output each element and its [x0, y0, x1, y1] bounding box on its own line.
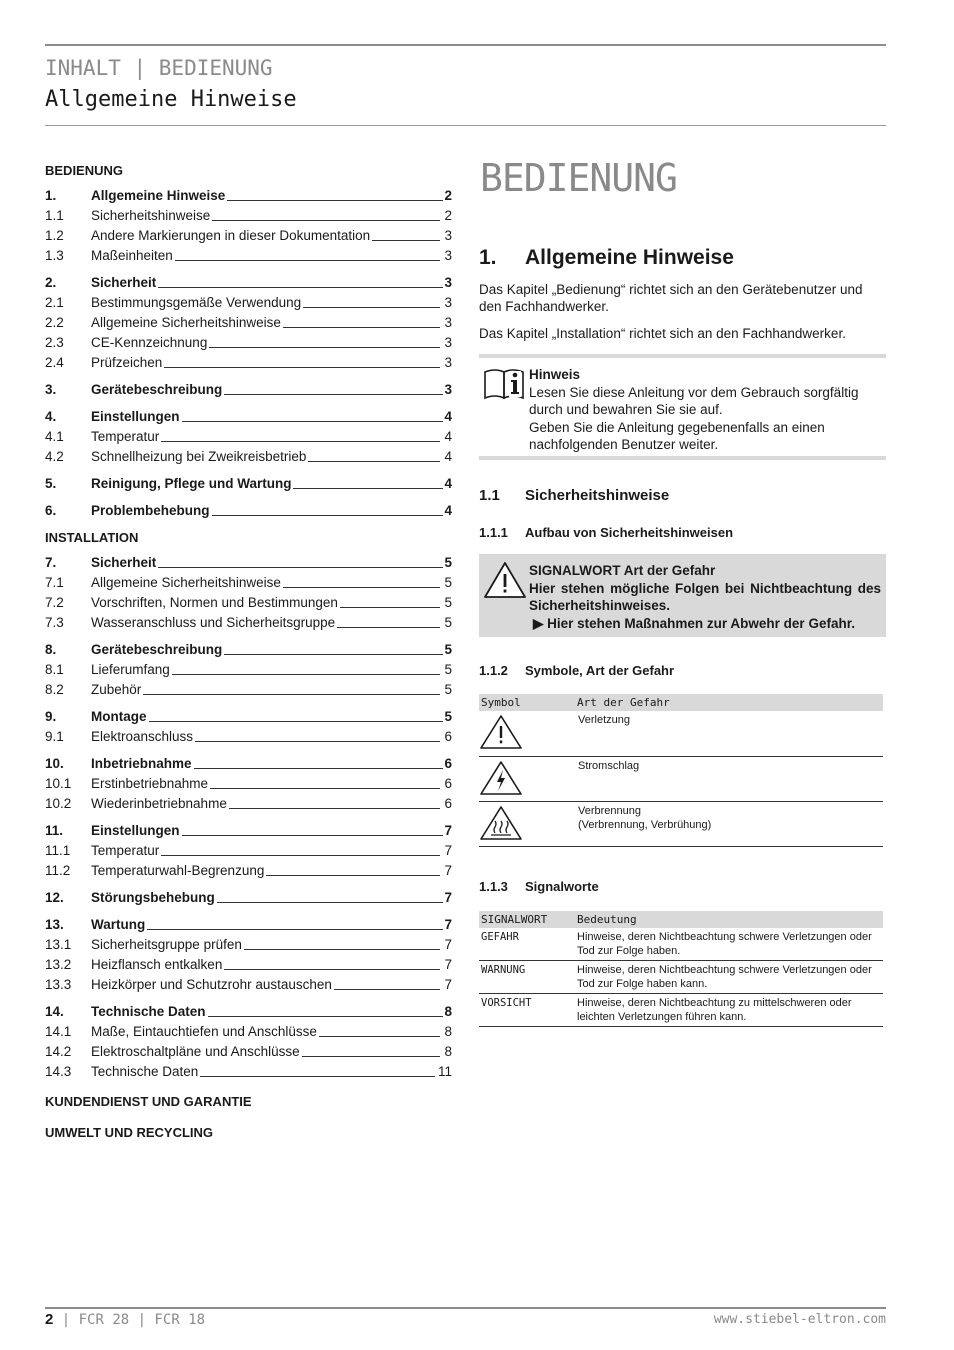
toc-leader-line: [283, 327, 440, 328]
toc-leader-line: [200, 1076, 435, 1077]
toc-leader-line: [147, 929, 443, 930]
toc-entry-page: 5: [444, 575, 452, 590]
toc-leader-line: [224, 654, 443, 655]
toc-entry[interactable]: [45, 311, 452, 331]
toc-leader-line: [182, 835, 443, 836]
toc-leader-line: [212, 515, 443, 516]
toc-entry[interactable]: [45, 705, 452, 725]
toc-entry[interactable]: [45, 678, 452, 698]
toc-entry[interactable]: [45, 331, 452, 351]
toc-entry[interactable]: [45, 499, 452, 519]
toc-leader-line: [161, 855, 440, 856]
toc-entry-title: Störungsbehebung: [91, 890, 215, 905]
toc-entry-number: 10.2: [45, 796, 72, 811]
heading-signalworte: 1.1.3 Signalworte: [479, 879, 599, 894]
toc-list-bedienung: [45, 184, 452, 519]
page-number: 2: [45, 1311, 54, 1328]
toc-list-installation: [45, 551, 452, 1080]
symbol-table-head-danger: Art der Gefahr: [575, 694, 883, 711]
header-bottom-rule: [45, 125, 886, 126]
toc-entry-page: 7: [444, 977, 452, 992]
toc-entry[interactable]: [45, 378, 452, 398]
toc-entry-page: 6: [444, 796, 452, 811]
toc-entry-number: 2.2: [45, 315, 64, 330]
toc-entry[interactable]: [45, 445, 452, 465]
toc-entry-title: Gerätebeschreibung: [91, 642, 223, 657]
toc-entry-number: 1.: [45, 188, 57, 203]
heading-sicherheitshinweise: 1.1 Sicherheitshinweise: [479, 487, 670, 504]
footer-models: | FCR 28 | FCR 18: [53, 1312, 206, 1328]
toc-entry-page: 8: [444, 1044, 452, 1059]
toc-entry-number: 14.: [45, 1004, 64, 1019]
hint-box: [479, 354, 886, 460]
toc-entry-page: 5: [444, 642, 452, 657]
electric-shock-icon: [479, 759, 523, 797]
toc-entry-title: Heizkörper und Schutzrohr austauschen: [91, 977, 332, 992]
toc-entry-number: 9.1: [45, 729, 64, 744]
toc-entry[interactable]: [45, 611, 452, 631]
toc-entry[interactable]: [45, 933, 452, 953]
safety-notice-action: ▶ Hier stehen Maßnahmen zur Abwehr der Gefahr.: [533, 615, 855, 631]
toc-section-bedienung: BEDIENUNG: [45, 163, 124, 178]
toc-entry[interactable]: [45, 772, 452, 792]
toc-entry-title: Wiederinbetriebnahme: [91, 796, 227, 811]
toc-entry-number: 14.3: [45, 1064, 72, 1079]
toc-leader-line: [334, 989, 440, 990]
toc-entry-title: Wasseranschluss und Sicherheitsgruppe: [91, 615, 336, 630]
toc-leader-line: [244, 949, 440, 950]
toc-entry-title: Maße, Eintauchtiefen und Anschlüsse: [91, 1024, 317, 1039]
toc-entry-title: Vorschriften, Normen und Bestimmungen: [91, 595, 338, 610]
signalword-table-head-meaning: Bedeutung: [575, 911, 883, 928]
toc-entry-page: 4: [444, 503, 452, 518]
toc-entry-page: 5: [444, 682, 452, 697]
toc-entry[interactable]: [45, 725, 452, 745]
toc-entry-title: Wartung: [91, 917, 146, 932]
toc-entry-title: Sicherheitshinweise: [91, 208, 211, 223]
toc-entry-number: 13.3: [45, 977, 72, 992]
warning-triangle-icon: [483, 560, 527, 600]
toc-entry-number: 2.3: [45, 335, 64, 350]
toc-entry-page: 7: [444, 890, 452, 905]
toc-entry-title: Sicherheit: [91, 555, 157, 570]
toc-entry[interactable]: [45, 752, 452, 772]
toc-entry[interactable]: [45, 953, 452, 973]
toc-entry-number: 11.2: [45, 863, 71, 878]
toc-entry-number: 2.1: [45, 295, 64, 310]
hint-text-1: Lesen Sie diese Anleitung vor dem Gebrauch sorgfältig durch und bewahren Sie sie auf.: [529, 384, 859, 417]
toc-entry[interactable]: [45, 591, 452, 611]
toc-section-kundendienst[interactable]: KUNDENDIENST UND GARANTIE: [45, 1094, 252, 1109]
toc-entry-number: 12.: [45, 890, 64, 905]
signalword-meaning: Hinweise, deren Nichtbeachtung schwere Verletzungen oder Tod zur Folge haben.: [575, 928, 883, 961]
toc-entry[interactable]: [45, 291, 452, 311]
toc-entry[interactable]: [45, 184, 452, 204]
footer-rule: [45, 1307, 886, 1309]
toc-entry-page: 4: [444, 476, 452, 491]
toc-entry[interactable]: [45, 224, 452, 244]
toc-entry-title: Sicherheitsgruppe prüfen: [91, 937, 242, 952]
toc-leader-line: [227, 200, 443, 201]
toc-leader-line: [224, 394, 443, 395]
toc-entry[interactable]: [45, 472, 452, 492]
symbol-meaning: Verbrennung (Verbrennung, Verbrühung): [575, 801, 883, 846]
toc-leader-line: [158, 287, 443, 288]
table-row: [479, 801, 883, 846]
toc-entry[interactable]: [45, 551, 452, 571]
toc-section-installation: INSTALLATION: [45, 530, 139, 545]
toc-leader-line: [182, 421, 443, 422]
signalword-meaning: Hinweise, deren Nichtbeachtung schwere Verletzungen oder Tod zur Folge haben kann.: [575, 961, 883, 994]
toc-entry[interactable]: [45, 571, 452, 591]
toc-entry-title: Sicherheit: [91, 275, 157, 290]
toc-entry-page: 5: [444, 709, 452, 724]
toc-leader-line: [308, 461, 440, 462]
toc-entry-title: Heizflansch entkalken: [91, 957, 223, 972]
toc-leader-line: [217, 902, 443, 903]
toc-entry-title: Inbetriebnahme: [91, 756, 192, 771]
toc-entry-page: 7: [444, 863, 452, 878]
toc-entry-number: 2.: [45, 275, 57, 290]
toc-entry-number: 11.1: [45, 843, 71, 858]
toc-entry[interactable]: [45, 913, 452, 933]
toc-entry-title: Montage: [91, 709, 147, 724]
table-row: [479, 961, 883, 994]
symbol-meaning: Stromschlag: [575, 756, 883, 801]
toc-entry-title: Allgemeine Sicherheitshinweise: [91, 315, 281, 330]
toc-entry-page: 3: [444, 228, 452, 243]
toc-leader-line: [283, 587, 440, 588]
toc-entry-page: 7: [444, 957, 452, 972]
toc-entry-page: 5: [444, 615, 452, 630]
symbol-meaning: Verletzung: [575, 711, 883, 756]
toc-entry-number: 6.: [45, 503, 57, 518]
toc-entry[interactable]: [45, 819, 452, 839]
triangle-right-icon: ▶: [533, 615, 548, 631]
toc-entry[interactable]: [45, 1060, 452, 1080]
signalword: VORSICHT: [479, 994, 575, 1027]
toc-leader-line: [149, 721, 444, 722]
toc-entry-number: 13.: [45, 917, 64, 932]
toc-entry[interactable]: [45, 271, 452, 291]
toc-entry-title: CE-Kennzeichnung: [91, 335, 208, 350]
toc-entry-title: Reinigung, Pflege und Wartung: [91, 476, 292, 491]
toc-entry-title: Temperatur: [91, 843, 160, 858]
toc-entry[interactable]: [45, 638, 452, 658]
toc-entry[interactable]: [45, 859, 452, 879]
toc-entry[interactable]: [45, 351, 452, 371]
toc-entry[interactable]: [45, 658, 452, 678]
signalword-table-head-word: SIGNALWORT: [479, 911, 575, 928]
toc-entry-number: 14.2: [45, 1044, 72, 1059]
signalword-meaning: Hinweise, deren Nichtbeachtung zu mittelschweren oder leichten Verletzungen führen kann.: [575, 994, 883, 1027]
intro-paragraph-1: Das Kapitel „Bedienung“ richtet sich an den Gerätebenutzer und den Fachhandwerker.: [479, 282, 863, 314]
toc-section-umwelt[interactable]: UMWELT UND RECYCLING: [45, 1125, 214, 1140]
toc-leader-line: [158, 567, 443, 568]
header-top-rule: [45, 44, 886, 46]
toc-leader-line: [293, 488, 443, 489]
safety-notice-text: Hier stehen mögliche Folgen bei Nichtbeachtung des Sicherheitshinweises.: [529, 580, 881, 613]
toc-entry-page: 5: [444, 595, 452, 610]
toc-entry-page: 6: [444, 729, 452, 744]
toc-entry-number: 1.3: [45, 248, 64, 263]
heading-symbole: 1.1.2 Symbole, Art der Gefahr: [479, 663, 675, 678]
hint-text-2: Geben Sie die Anleitung gegebenenfalls an einen nachfolgenden Benutzer weiter.: [529, 419, 825, 452]
toc-entry-number: 10.: [45, 756, 64, 771]
toc-leader-line: [195, 741, 440, 742]
toc-entry-title: Temperatur: [91, 429, 160, 444]
footer-page-info: [45, 1311, 205, 1328]
toc-entry-page: 7: [444, 917, 452, 932]
toc-leader-line: [372, 240, 440, 241]
table-row: [479, 711, 883, 756]
toc-leader-line: [208, 1016, 443, 1017]
toc-entry-title: Schnellheizung bei Zweikreisbetrieb: [91, 449, 307, 464]
toc-entry-title: Erstinbetriebnahme: [91, 776, 209, 791]
toc-entry-title: Bestimmungsgemäße Verwendung: [91, 295, 302, 310]
toc-entry-page: 8: [444, 1024, 452, 1039]
toc-entry-number: 11.: [45, 823, 64, 838]
toc-entry-title: Elektroanschluss: [91, 729, 194, 744]
signalword: GEFAHR: [479, 928, 575, 961]
toc-entry-number: 13.1: [45, 937, 72, 952]
safety-notice-title: SIGNALWORT Art der Gefahr: [529, 563, 716, 578]
toc-entry-page: 3: [444, 315, 452, 330]
info-book-icon: [483, 366, 525, 400]
toc-entry-title: Prüfzeichen: [91, 355, 163, 370]
table-row: [479, 756, 883, 801]
toc-entry-number: 1.2: [45, 228, 64, 243]
toc-entry-title: Einstellungen: [91, 823, 180, 838]
toc-entry-number: 9.: [45, 709, 57, 724]
toc-entry-number: 3.: [45, 382, 57, 397]
toc-entry[interactable]: [45, 886, 452, 906]
toc-entry[interactable]: [45, 1040, 452, 1060]
toc-entry-page: 3: [444, 355, 452, 370]
toc-entry-title: Einstellungen: [91, 409, 180, 424]
toc-leader-line: [175, 260, 440, 261]
toc-leader-line: [319, 1036, 440, 1037]
toc-entry-number: 7.3: [45, 615, 64, 630]
toc-leader-line: [229, 808, 440, 809]
toc-entry-page: 3: [444, 335, 452, 350]
toc-entry-number: 14.1: [45, 1024, 72, 1039]
toc-entry-page: 3: [444, 248, 452, 263]
signalword-table: [479, 911, 883, 1027]
toc-entry[interactable]: [45, 1000, 452, 1020]
toc-entry-page: 7: [444, 937, 452, 952]
toc-leader-line: [302, 1056, 440, 1057]
symbol-table-head-symbol: Symbol: [479, 694, 575, 711]
toc-entry-number: 8.: [45, 642, 57, 657]
toc-leader-line: [143, 694, 440, 695]
toc-entry-number: 1.1: [45, 208, 64, 223]
toc-leader-line: [209, 347, 440, 348]
toc-entry-page: 2: [444, 188, 452, 203]
toc-entry-number: 2.4: [45, 355, 64, 370]
toc-entry-number: 10.1: [45, 776, 72, 791]
toc-entry[interactable]: [45, 792, 452, 812]
toc-entry-page: 7: [444, 823, 452, 838]
header-section: Allgemeine Hinweise: [45, 87, 297, 112]
toc-entry-number: 7.1: [45, 575, 64, 590]
toc-entry-page: 2: [444, 208, 452, 223]
toc-entry-title: Elektroschaltpläne und Anschlüsse: [91, 1044, 300, 1059]
toc-entry-page: 4: [444, 409, 452, 424]
toc-entry[interactable]: [45, 244, 452, 264]
toc-leader-line: [194, 768, 443, 769]
toc-entry-page: 7: [444, 843, 452, 858]
safety-notice-example: [479, 554, 886, 637]
header-chapter: INHALT | BEDIENUNG: [45, 56, 273, 80]
toc-entry[interactable]: [45, 1020, 452, 1040]
toc-leader-line: [212, 220, 440, 221]
toc-entry-title: Zubehör: [91, 682, 142, 697]
toc-entry-title: Problembehebung: [91, 503, 210, 518]
toc-entry-title: Maßeinheiten: [91, 248, 173, 263]
toc-entry-page: 3: [444, 382, 452, 397]
table-row: [479, 928, 883, 961]
toc-entry-page: 4: [444, 449, 452, 464]
toc-leader-line: [303, 307, 440, 308]
toc-entry-page: 6: [444, 756, 452, 771]
hint-title: Hinweis: [529, 367, 581, 382]
chapter-title: BEDIENUNG: [480, 156, 677, 200]
toc-entry-page: 11: [437, 1064, 452, 1079]
table-of-contents: [45, 162, 452, 1146]
toc-leader-line: [224, 969, 440, 970]
toc-entry[interactable]: [45, 405, 452, 425]
toc-entry-number: 4.1: [45, 429, 64, 444]
toc-entry-title: Allgemeine Sicherheitshinweise: [91, 575, 281, 590]
toc-leader-line: [340, 607, 440, 608]
toc-entry-number: 4.2: [45, 449, 64, 464]
toc-entry-title: Allgemeine Hinweise: [91, 188, 226, 203]
table-row: [479, 994, 883, 1027]
toc-entry-title: Andere Markierungen in dieser Dokumentation: [91, 228, 371, 243]
intro-paragraph-2: Das Kapitel „Installation“ richtet sich an den Fachhandwerker.: [479, 326, 846, 341]
toc-entry-page: 3: [444, 295, 452, 310]
toc-leader-line: [266, 875, 440, 876]
toc-entry-number: 8.2: [45, 682, 64, 697]
toc-entry-page: 4: [444, 429, 452, 444]
hot-surface-icon: [479, 804, 523, 842]
toc-entry[interactable]: [45, 204, 452, 224]
toc-leader-line: [161, 441, 440, 442]
symbol-table: [479, 694, 883, 847]
toc-entry-number: 7.: [45, 555, 57, 570]
warning-triangle-icon: [479, 713, 523, 751]
heading-aufbau: 1.1.1 Aufbau von Sicherheitshinweisen: [479, 525, 734, 540]
toc-entry-title: Temperaturwahl-Begrenzung: [91, 863, 265, 878]
signalword: WARNUNG: [479, 961, 575, 994]
heading-allgemeine-hinweise: 1. Allgemeine Hinweise: [479, 246, 734, 269]
toc-leader-line: [172, 674, 440, 675]
toc-entry-page: 3: [444, 275, 452, 290]
toc-entry[interactable]: [45, 973, 452, 993]
toc-entry-number: 13.2: [45, 957, 72, 972]
toc-entry-page: 6: [444, 776, 452, 791]
toc-entry-number: 5.: [45, 476, 57, 491]
footer-url[interactable]: www.stiebel-eltron.com: [713, 1312, 886, 1327]
toc-leader-line: [210, 788, 440, 789]
toc-entry-number: 4.: [45, 409, 57, 424]
toc-entry-number: 8.1: [45, 662, 64, 677]
toc-entry-page: 8: [444, 1004, 452, 1019]
toc-entry[interactable]: [45, 425, 452, 445]
toc-entry-title: Technische Daten: [91, 1004, 206, 1019]
toc-entry-number: 7.2: [45, 595, 64, 610]
toc-entry[interactable]: [45, 839, 452, 859]
toc-entry-page: 5: [444, 662, 452, 677]
toc-entry-title: Technische Daten: [91, 1064, 199, 1079]
toc-entry-title: Gerätebeschreibung: [91, 382, 223, 397]
toc-leader-line: [164, 367, 440, 368]
toc-leader-line: [337, 627, 440, 628]
toc-entry-page: 5: [444, 555, 452, 570]
toc-entry-title: Lieferumfang: [91, 662, 170, 677]
